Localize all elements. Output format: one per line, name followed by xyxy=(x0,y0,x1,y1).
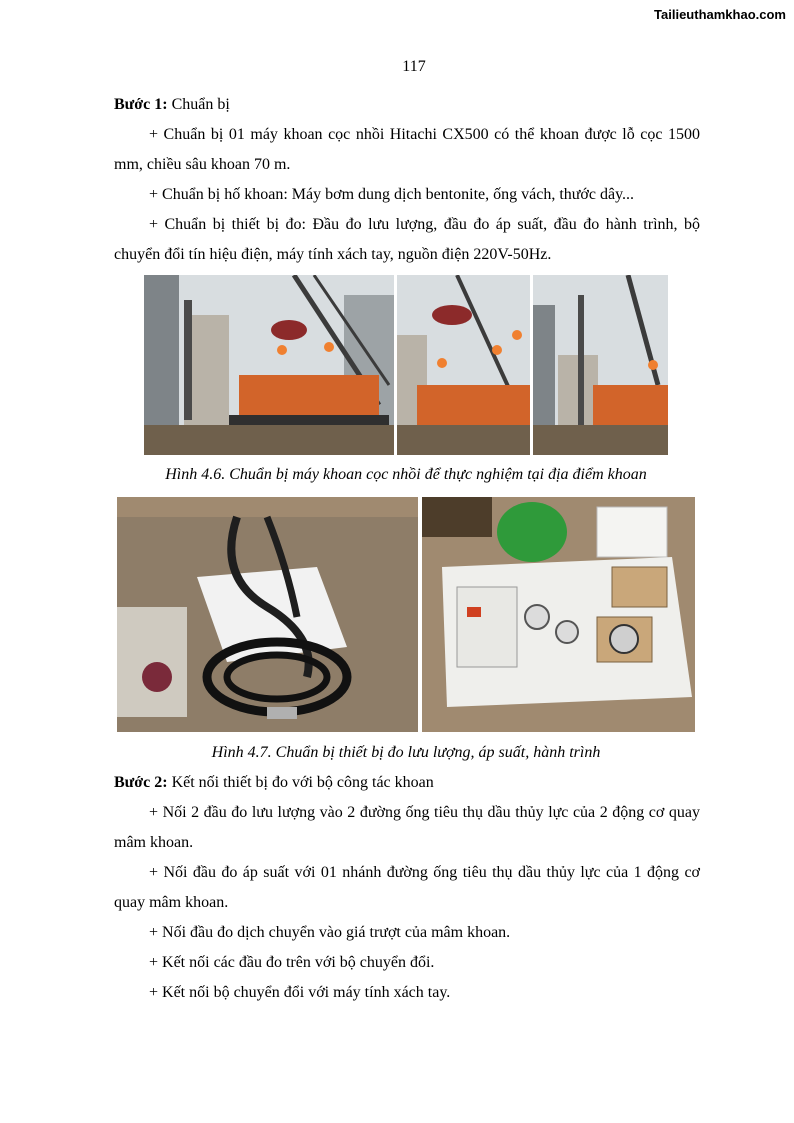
step1-heading: Bước 1: xyxy=(114,96,168,113)
hose-equipment-photo xyxy=(117,497,418,732)
drill-rig-photo-2 xyxy=(397,275,530,455)
sensor-equipment-photo xyxy=(422,497,695,732)
step2-section xyxy=(114,768,700,1008)
step1-item: + Chuẩn bị thiết bị đo: Đầu đo lưu lượng, đầu đo áp suất, đầu đo hành trình, bộ chuyển đổi tín hiệu điện, máy tính xách tay, nguồn điện 220V-50Hz. xyxy=(114,216,700,263)
page-number: 117 xyxy=(402,58,426,75)
step2-item: + Nối 2 đầu đo lưu lượng vào 2 đường ống tiêu thụ dầu thủy lực của 2 động cơ quay mâm khoan. xyxy=(114,804,700,851)
step2-heading: Bước 2: xyxy=(114,774,168,791)
step2-item: + Nối đầu đo dịch chuyển vào giá trượt của mâm khoan. xyxy=(149,924,511,941)
drill-rig-photo-3 xyxy=(533,275,668,455)
drill-rig-photo-1 xyxy=(144,275,394,455)
figure-47-caption: Hình 4.7. Chuẩn bị thiết bị đo lưu lượng, áp suất, hành trình xyxy=(211,744,601,761)
step2-heading-line xyxy=(114,768,700,798)
step1-item: + Chuẩn bị hố khoan: Máy bơm dung dịch bentonite, ống vách, thước dây... xyxy=(149,186,635,203)
watermark: Tailieuthamkhao.com xyxy=(654,7,786,22)
step2-title: Kết nối thiết bị đo với bộ công tác khoan xyxy=(167,774,434,791)
figure-46-caption: Hình 4.6. Chuẩn bị máy khoan cọc nhồi để thực nghiệm tại địa điểm khoan xyxy=(165,466,647,483)
step2-item: + Kết nối các đầu đo trên với bộ chuyển đổi. xyxy=(149,954,435,971)
step1-heading-line xyxy=(114,90,700,120)
step2-item: + Nối đầu đo áp suất với 01 nhánh đường ống tiêu thụ dầu thủy lực của 1 động cơ quay mâm khoan. xyxy=(114,864,700,911)
step1-item: + Chuẩn bị 01 máy khoan cọc nhồi Hitachi CX500 có thể khoan được lỗ cọc 1500 mm, chiều sâu khoan 70 m. xyxy=(114,126,700,173)
step2-item: + Kết nối bộ chuyển đổi với máy tính xách tay. xyxy=(149,984,451,1001)
step1-section xyxy=(114,90,700,270)
step1-title: Chuẩn bị xyxy=(167,96,230,113)
